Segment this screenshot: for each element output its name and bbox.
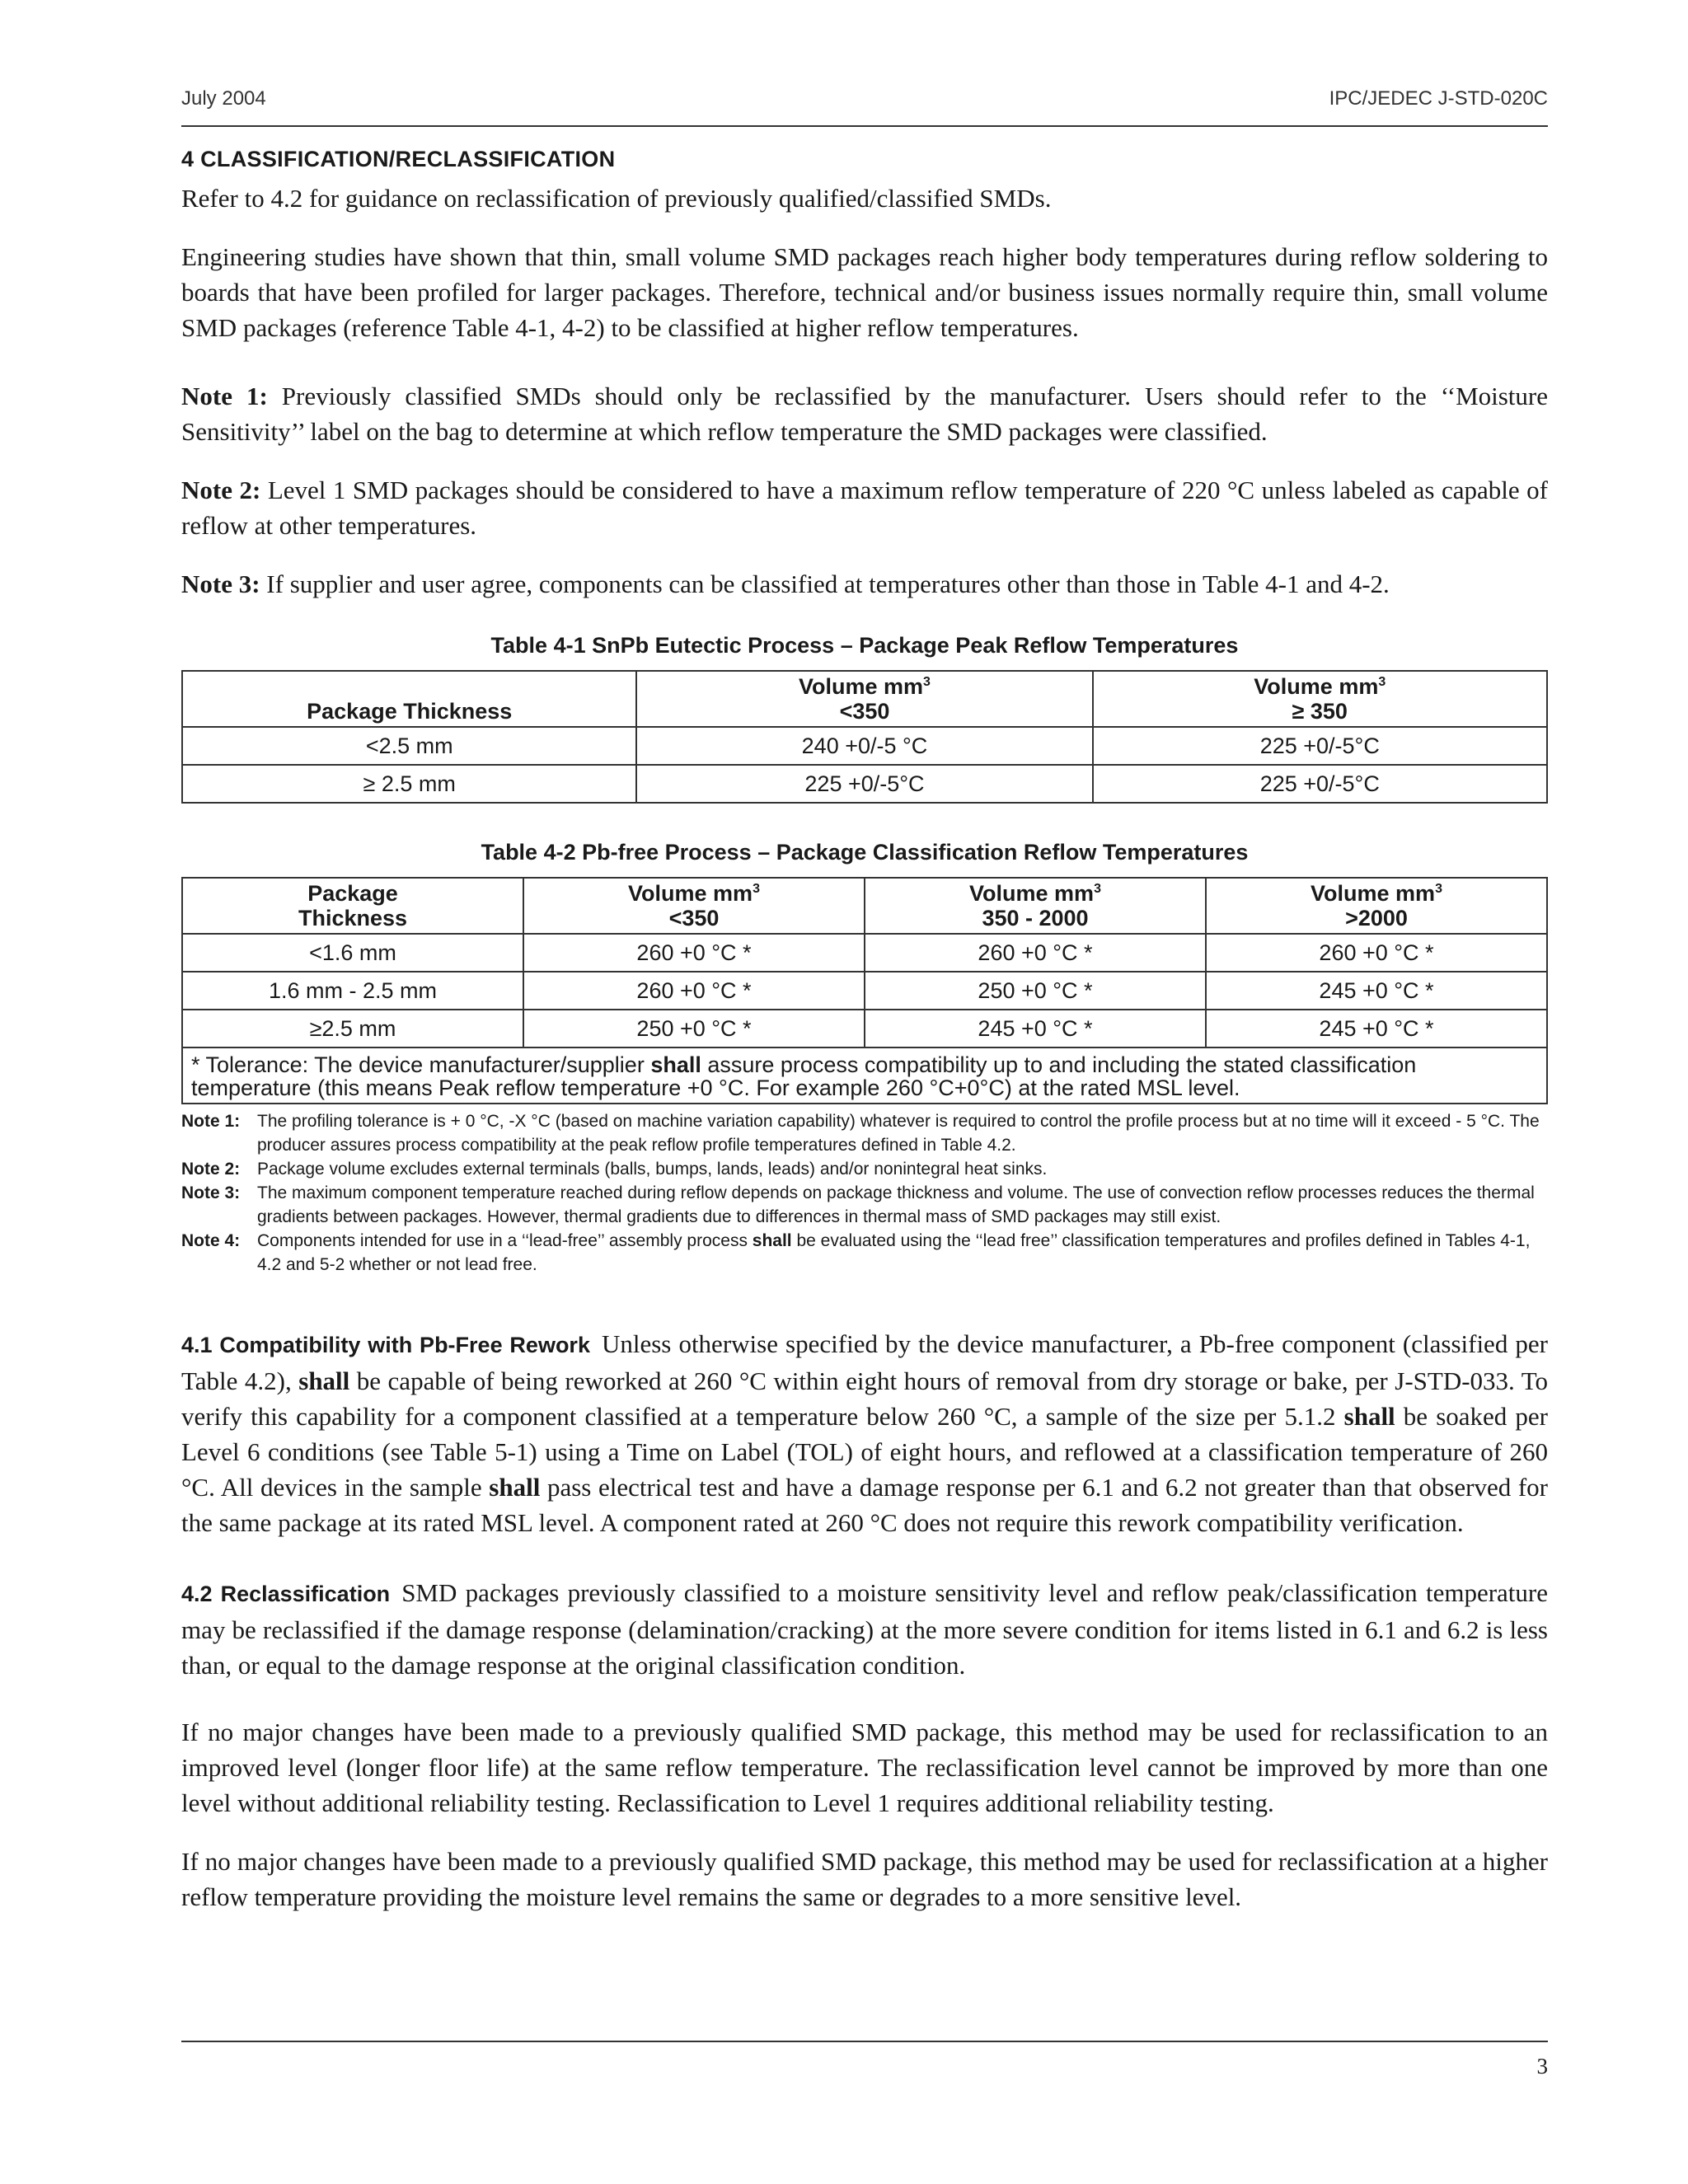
table-4-2-tolerance-row bbox=[182, 1047, 1547, 1104]
table-4-2-head-vol1: Volume $mm^3$ <350 bbox=[523, 878, 865, 934]
note-3-text: If supplier and user agree, components can be classified at temperatures other than those in Table 4-1 and 4-2. bbox=[260, 569, 1390, 598]
section-4-1: 4.1 Compatibility with Pb-Free Rework Unless otherwise specified by the device manufacturer, a Pb-free component (classified per Table 4.2), shall be capable of being reworked at 260 °C within eight hours of removal from dry storage or bake, per J-STD-033. To verify this capability for a component classified at a temperature below 260 °C, a sample of the size per 5.1.2 shall be soaked per Level 6 conditions (see Table 5-1) using a Time on Label (TOL) of eight hours, and reflowed at a classification temperature of 260 °C. All devices in the sample shall pass electrical test and have a damage response per 6.1 and 6.2 not greater than that observed for the same package at its rated MSL level. A component rated at 260 °C does not require this rework compatibility verification. bbox=[181, 1329, 1548, 1537]
section-4-note-3 bbox=[181, 566, 1548, 602]
table-cell: 245 +0 °C * bbox=[865, 1010, 1206, 1047]
table-row bbox=[182, 972, 1547, 1010]
section-4-note-1 bbox=[181, 378, 1548, 449]
section-4-2-heading: 4.2 Reclassification bbox=[181, 1582, 391, 1606]
table-row bbox=[182, 1010, 1547, 1047]
section-4-2-para-3: If no major changes have been made to a previously qualified SMD package, this method may be used for reclassification at a higher reflow temperature providing the moisture level remains the same or degrades to a more sensitive level. bbox=[181, 1847, 1548, 1911]
table-cell: 225 +0/-5°C bbox=[636, 765, 1092, 803]
table-4-1-head-vol1: Volume $mm^3$ <350 bbox=[636, 671, 1092, 727]
table-4-1-header-row bbox=[182, 671, 1547, 727]
page-header bbox=[181, 87, 1548, 127]
note-2-label: Note 2: bbox=[181, 476, 261, 504]
table-note: Note 2: Package volume excludes external terminals (balls, bumps, lands, leads) and/or nonintegral heat sinks. bbox=[181, 1160, 1048, 1179]
section-4-title: 4 CLASSIFICATION/RECLASSIFICATION bbox=[181, 147, 616, 171]
table-cell: 225 +0/-5°C bbox=[1093, 765, 1547, 803]
table-cell: 260 +0 °C * bbox=[523, 972, 865, 1010]
table-cell: 1.6 mm - 2.5 mm bbox=[182, 972, 523, 1010]
note-1-label: Note 1: bbox=[181, 382, 268, 410]
section-4-1-heading: 4.1 Compatibility with Pb-Free Rework bbox=[181, 1333, 590, 1357]
note-2-text: Level 1 SMD packages should be considered to have a maximum reflow temperature of 220 °C unless labeled as capable of reflow at other temperatures. bbox=[181, 476, 1548, 540]
note-1-text: Previously classified SMDs should only be reclassified by the manufacturer. Users should refer to the ‘‘Moisture Sensitivity’’ label on the bag to determine at which reflow temperature the SMD packages were classified. bbox=[181, 382, 1549, 446]
section-4-note-2 bbox=[181, 472, 1548, 543]
table-row bbox=[182, 934, 1547, 972]
section-4-para-2: Engineering studies have shown that thin, small volume SMD packages reach higher body temperatures during reflow soldering to boards that have been profiled for larger packages. Therefore, technical and/or business issues normally require thin, small volume SMD packages (reference Table 4-1, 4-2) to be classified at higher reflow temperatures. bbox=[181, 242, 1548, 342]
table-cell: 245 +0 °C * bbox=[1206, 1010, 1547, 1047]
table-cell: 240 +0/-5 °C bbox=[636, 727, 1092, 765]
table-cell: <2.5 mm bbox=[182, 727, 636, 765]
section-4-2-para-2: If no major changes have been made to a previously qualified SMD package, this method may be used for reclassification to an improved level (longer floor life) at the same reflow temperature. The reclassification level cannot be improved by more than one level without additional reliability testing. Reclassification to Level 1 requires additional reliability testing. bbox=[181, 1718, 1548, 1817]
table-row bbox=[182, 727, 1547, 765]
table-cell: 250 +0 °C * bbox=[523, 1010, 865, 1047]
table-4-1-caption: Table 4-1 SnPb Eutectic Process – Package Peak Reflow Temperatures bbox=[490, 633, 1239, 658]
table-cell: 225 +0/-5°C bbox=[1093, 727, 1547, 765]
section-4-2: 4.2 Reclassification SMD packages previously classified to a moisture sensitivity level and reflow peak/classification temperature may be reclassified if the damage response (delamination/cracking) at the more severe condition for items listed in 6.1 and 6.2 is less than, or equal to the damage response at the original classification condition. bbox=[181, 1578, 1549, 1680]
table-4-2-head-vol3: Volume $mm^3$ >2000 bbox=[1206, 878, 1547, 934]
table-4-1 bbox=[181, 670, 1548, 804]
note-3-label: Note 3: bbox=[181, 569, 260, 598]
table-4-2-head-vol2: Volume $mm^3$ 350 - 2000 bbox=[865, 878, 1206, 934]
table-4-2-caption: Table 4-2 Pb-free Process – Package Classification Reflow Temperatures bbox=[481, 840, 1249, 865]
table-cell: 260 +0 °C * bbox=[523, 934, 865, 972]
table-notes bbox=[181, 1109, 1548, 1277]
page-number: 3 bbox=[1536, 2054, 1548, 2079]
table-row bbox=[182, 765, 1547, 803]
table-4-2 bbox=[181, 877, 1548, 1104]
table-4-1-head-thickness: Package Thickness bbox=[182, 671, 636, 727]
table-4-2-header-row bbox=[182, 878, 1547, 934]
table-4-2-head-thickness: Package Thickness bbox=[182, 878, 523, 934]
table-cell: <1.6 mm bbox=[182, 934, 523, 972]
table-4-2-tolerance-note: * Tolerance: The device manufacturer/supplier shall assure process compatibility up to and including the stated classification temperature (this means Peak reflow temperature +0 °C. For example 260 °C+0°C) at the rated MSL level. bbox=[182, 1047, 1547, 1104]
page-footer bbox=[181, 2041, 1548, 2079]
table-cell: ≥2.5 mm bbox=[182, 1010, 523, 1047]
table-cell: 250 +0 °C * bbox=[865, 972, 1206, 1010]
table-4-1-head-vol2: Volume $mm^3$ ≥ 350 bbox=[1093, 671, 1547, 727]
header-date: July 2004 bbox=[181, 87, 266, 110]
table-cell: 260 +0 °C * bbox=[1206, 934, 1547, 972]
table-cell: ≥ 2.5 mm bbox=[182, 765, 636, 803]
table-note: Note 4: Components intended for use in a ‘‘lead-free’’ assembly process shall be evaluated using the ‘‘lead free’’ classification temperatures and profiles defined in Tables 4-1, 4.2 and 5-2 whether or not lead free. bbox=[181, 1231, 1531, 1274]
header-doc-id: IPC/JEDEC J-STD-020C bbox=[1329, 87, 1548, 110]
section-4-para-1: Refer to 4.2 for guidance on reclassification of previously qualified/classified SMDs. bbox=[181, 184, 1052, 213]
page-content bbox=[181, 147, 1548, 1938]
table-note: Note 3: The maximum component temperature reached during reflow depends on package thickness and volume. The use of convection reflow processes reduces the thermal gradients between packages. However, thermal gradients due to differences in thermal mass of SMD packages may still exist. bbox=[181, 1183, 1535, 1226]
table-cell: 245 +0 °C * bbox=[1206, 972, 1547, 1010]
table-cell: 260 +0 °C * bbox=[865, 934, 1206, 972]
table-note: Note 1: The profiling tolerance is + 0 °C, -X °C (based on machine variation capability) whatever is required to control the profile process but at no time will it exceed - 5 °C. The producer assures process compatibility at the peak reflow profile temperatures defined in Table 4.2. bbox=[181, 1112, 1540, 1155]
